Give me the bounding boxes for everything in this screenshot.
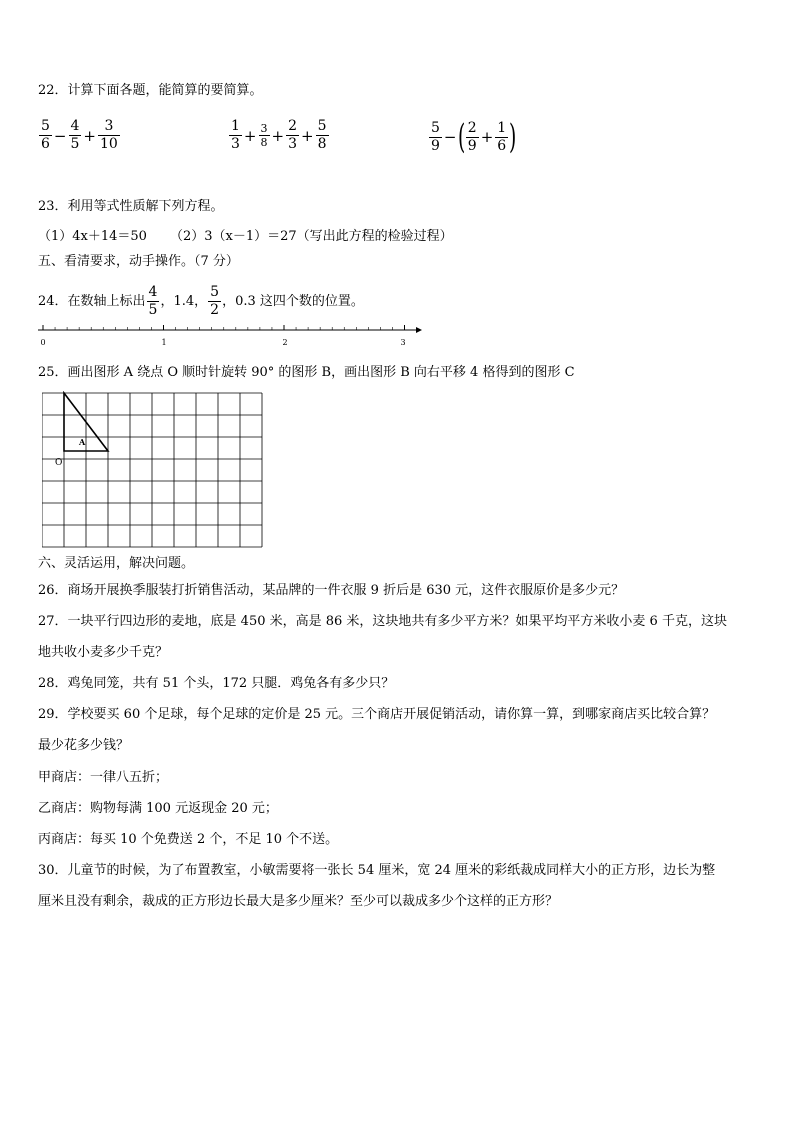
q23-title: 23．利用等式性质解下列方程。 [38, 199, 224, 214]
q29-store-3: 丙商店：每买 10 个免费送 2 个，不足 10 个不送。 [38, 832, 339, 847]
fraction: $\frac{5}{2}$ [210, 284, 220, 318]
fraction: $\frac{1}{3}$ [231, 118, 240, 152]
q23-part-1: （1）4x＋14＝50 [38, 229, 147, 244]
q29-store-2: 乙商店：购物每满 100 元返现金 20 元； [38, 801, 278, 816]
q22-expression-2: $\frac{1}{3}$ + $\frac{3}{8}$ + $\frac{2}{3}$ + $\frac{5}{8}$ [231, 118, 327, 152]
fraction: $\frac{2}{3}$ [288, 118, 297, 152]
fraction: $\frac{4}{5}$ [70, 118, 80, 152]
tick-label: 0 [40, 338, 46, 347]
section-5-heading: 五、看清要求，动手操作。（7 分） [38, 254, 239, 269]
q29-line-2: 最少花多少钱？ [38, 738, 130, 753]
tick-label: 2 [282, 338, 288, 347]
grid-figure [42, 391, 270, 551]
q27-line-2: 地共收小麦多少千克？ [38, 645, 169, 660]
q29-store-1: 甲商店：一律八五折； [38, 770, 169, 785]
q27-line-1: 27．一块平行四边形的麦地，底是 450 米，高是 86 米，这块地共有多少平方米？如果平均平方米收小麦 6 千克，这块 [38, 614, 727, 629]
arrow-right-icon [416, 327, 422, 333]
q22-expression-3: $\frac{5}{9}$ − ( $\frac{2}{9}$ + $\frac{1}{6}$ ) [431, 117, 517, 157]
q25-title: 25．画出图形 A 绕点 O 顺时针旋转 90° 的图形 B，画出图形 B 向右平移 4 格得到的图形 C [38, 365, 575, 380]
q23-part-2: （2）3（x－1）＝27（写出此方程的检验过程） [170, 229, 453, 244]
section-6-heading: 六、灵活运用，解决问题。 [38, 556, 195, 571]
q26-text: 26．商场开展换季服装打折销售活动，某品牌的一件衣服 9 折后是 630 元，这件衣服原价是多少元？ [38, 583, 625, 598]
q30-line-2: 厘米且没有剩余，裁成的正方形边长最大是多少厘米？至少可以裁成多少个这样的正方形？ [38, 894, 559, 909]
fraction: $\frac{3}{10}$ [100, 118, 118, 152]
q22-title: 22．计算下面各题，能简算的要简算。 [38, 83, 263, 98]
q30-line-1: 30．儿童节的时候，为了布置教室，小敏需要将一张长 54 厘米，宽 24 厘米的彩纸裁成同样大小的正方形，边长为整 [38, 863, 716, 878]
q28-text: 28．鸡兔同笼，共有 51 个头，172 只腿．鸡兔各有多少只？ [38, 676, 395, 691]
fraction: $\frac{1}{6}$ [497, 119, 507, 154]
fraction: $\frac{5}{8}$ [317, 118, 327, 152]
q24-text: 24．在数轴上标出 $\frac{4}{5}$ ，1.4， $\frac{5}{2}$ ，0.3 这四个数的位置。 [38, 284, 364, 318]
fraction: $\frac{5}{6}$ [41, 118, 50, 152]
fraction: $\frac{5}{9}$ [431, 119, 440, 154]
fraction: $\frac{3}{8}$ [260, 122, 268, 149]
shape-label-a: A [79, 437, 86, 447]
tick-label: 1 [161, 338, 167, 347]
number-line [34, 320, 424, 350]
fraction: $\frac{2}{9}$ [467, 119, 477, 154]
fraction: $\frac{4}{5}$ [148, 284, 158, 318]
q29-line-1: 29．学校要买 60 个足球，每个足球的定价是 25 元。三个商店开展促销活动，请你算一算，到哪家商店买比较合算？ [38, 707, 716, 722]
tick-label: 3 [400, 338, 406, 347]
point-label-o: O [55, 458, 63, 468]
q22-expression-1: $\frac{5}{6}$ − $\frac{4}{5}$ + $\frac{3}{10}$ [41, 118, 118, 152]
